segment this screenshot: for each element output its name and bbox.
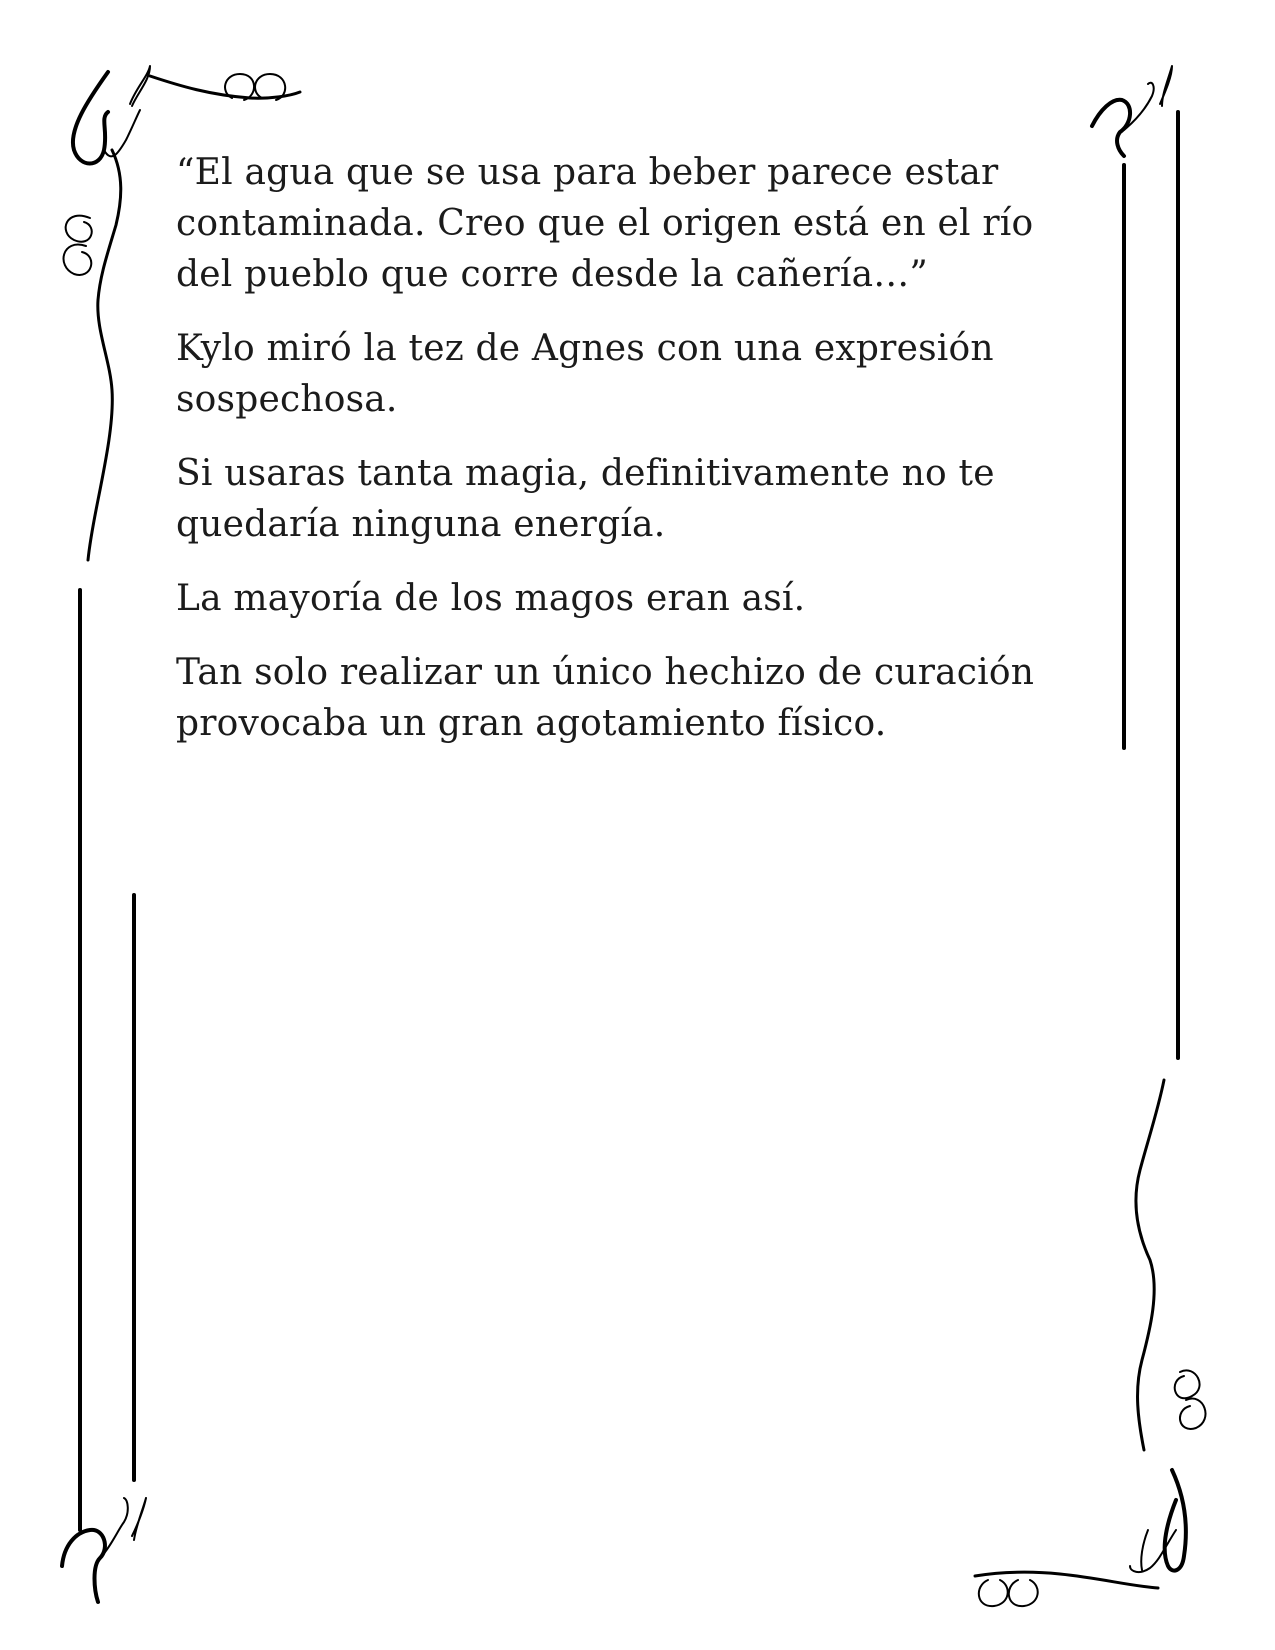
text-line: “El agua que se usa para beber parece estar bbox=[176, 152, 999, 193]
text-line: contaminada. Creo que el origen está en el río bbox=[176, 203, 1034, 244]
main-text bbox=[176, 147, 1076, 772]
bottom-left-flourish-icon bbox=[62, 1498, 146, 1602]
paragraph bbox=[176, 323, 1076, 425]
paragraph bbox=[176, 448, 1076, 550]
text-line: sospechosa. bbox=[176, 379, 398, 420]
paragraph bbox=[176, 647, 1076, 749]
text-line: del pueblo que corre desde la cañería…” bbox=[176, 254, 929, 295]
top-right-flourish-icon bbox=[1092, 66, 1172, 156]
text-line: provocaba un gran agotamiento físico. bbox=[176, 703, 887, 744]
text-line: quedaría ninguna energía. bbox=[176, 504, 666, 545]
text-line: Tan solo realizar un único hechizo de curación bbox=[176, 652, 1035, 693]
paragraph bbox=[176, 147, 1076, 300]
text-line: Kylo miró la tez de Agnes con una expresión bbox=[176, 328, 994, 369]
bottom-right-flourish-icon bbox=[975, 1080, 1205, 1606]
text-line: La mayoría de los magos eran así. bbox=[176, 578, 806, 619]
paragraph bbox=[176, 573, 1076, 624]
text-line: Si usaras tanta magia, definitivamente no te bbox=[176, 453, 995, 494]
